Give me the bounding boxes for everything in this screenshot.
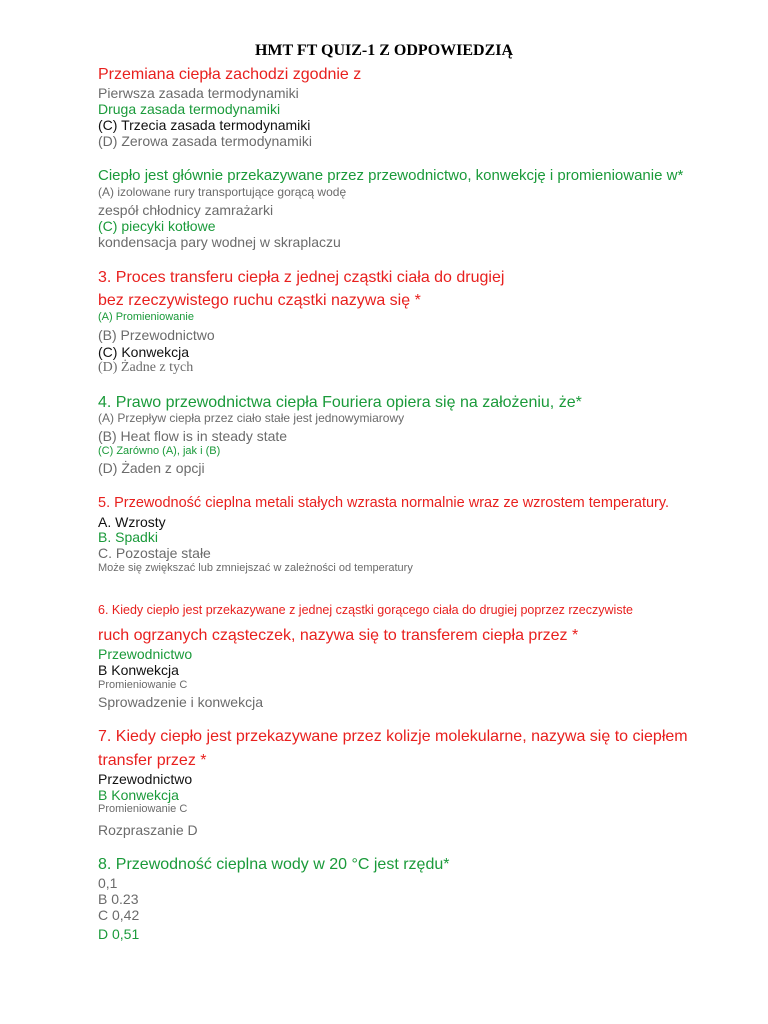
question-6-text-line-2: ruch ogrzanych cząsteczek, nazywa się to transferem ciepła przez * — [98, 627, 579, 644]
question-8-text: 8. Przewodność cieplna wody w 20 °C jest rzędu* — [98, 856, 450, 873]
question-6-option-b: B Konwekcja — [98, 662, 179, 678]
question-8-option-c: C 0,42 — [98, 907, 140, 923]
question-3-option-d: (D) Żadne z tych — [98, 360, 194, 375]
question-6-text-line-1: 6. Kiedy ciepło jest przekazywane z jednej cząstki gorącego ciała do drugiej poprzez rzeczywiste — [98, 603, 633, 617]
question-1-option-c: (C) Trzecia zasada termodynamiki — [98, 117, 311, 133]
question-2-text: Ciepło jest głównie przekazywane przez przewodnictwo, konwekcję i promieniowanie w* — [98, 167, 684, 184]
question-4-option-c-correct: (C) Zarówno (A), jak i (B) — [98, 445, 221, 457]
question-1-option-d: (D) Zerowa zasada termodynamiki — [98, 133, 312, 149]
question-7-option-d: Rozpraszanie D — [98, 822, 198, 838]
question-6-option-c: Promieniowanie C — [98, 679, 188, 691]
question-2-option-b: zespół chłodnicy zamrażarki — [98, 202, 274, 218]
question-7-option-a: Przewodnictwo — [98, 771, 193, 787]
question-3-option-a-correct: (A) Promieniowanie — [98, 311, 194, 323]
question-2-option-c-correct: (C) piecyki kotłowe — [98, 218, 216, 234]
question-1-option-b-correct: Druga zasada termodynamiki — [98, 101, 281, 117]
question-4-option-d: (D) Żaden z opcji — [98, 460, 205, 476]
question-4-option-a: (A) Przepływ ciepła przez ciało stałe jest jednowymiarowy — [98, 411, 405, 425]
question-1-option-a: Pierwsza zasada termodynamiki — [98, 85, 299, 101]
question-8-option-a: 0,1 — [98, 875, 118, 891]
question-8-option-b: B 0.23 — [98, 891, 139, 907]
question-7-option-b-correct: B Konwekcja — [98, 787, 179, 803]
question-8-option-d-correct: D 0,51 — [98, 926, 140, 942]
question-2-option-a: (A) izolowane rury transportujące gorącą wodę — [98, 185, 347, 199]
question-5-text: 5. Przewodność cieplna metali stałych wzrasta normalnie wraz ze wzrostem temperatury. — [98, 495, 670, 511]
question-5-option-c: C. Pozostaje stałe — [98, 545, 211, 561]
question-7-text-line-1: 7. Kiedy ciepło jest przekazywane przez kolizje molekularne, nazywa się to ciepłem — [98, 728, 688, 745]
question-5-option-a: A. Wzrosty — [98, 514, 166, 530]
question-3-option-b: (B) Przewodnictwo — [98, 327, 215, 343]
question-4-option-b: (B) Heat flow is in steady state — [98, 428, 288, 444]
question-4-text: 4. Prawo przewodnictwa ciepła Fouriera opiera się na założeniu, że* — [98, 394, 582, 411]
question-5-option-b-correct: B. Spadki — [98, 529, 158, 545]
question-2-option-d: kondensacja pary wodnej w skraplaczu — [98, 234, 341, 250]
question-6-option-a-correct: Przewodnictwo — [98, 646, 193, 662]
question-7-text-line-2: transfer przez * — [98, 752, 207, 769]
question-6-option-d: Sprowadzenie i konwekcja — [98, 694, 263, 710]
question-1-text: Przemiana ciepła zachodzi zgodnie z — [98, 66, 362, 83]
document-title: HMT FT QUIZ-1 Z ODPOWIEDZIĄ — [254, 42, 514, 59]
question-3-text-line-1: 3. Proces transferu ciepła z jednej cząstki ciała do drugiej — [98, 269, 505, 286]
question-3-option-c: (C) Konwekcja — [98, 344, 190, 360]
question-3-text-line-2: bez rzeczywistego ruchu cząstki nazywa się * — [98, 292, 421, 309]
question-7-option-c: Promieniowanie C — [98, 803, 188, 815]
question-5-option-d: Może się zwiększać lub zmniejszać w zależności od temperatury — [98, 562, 413, 574]
